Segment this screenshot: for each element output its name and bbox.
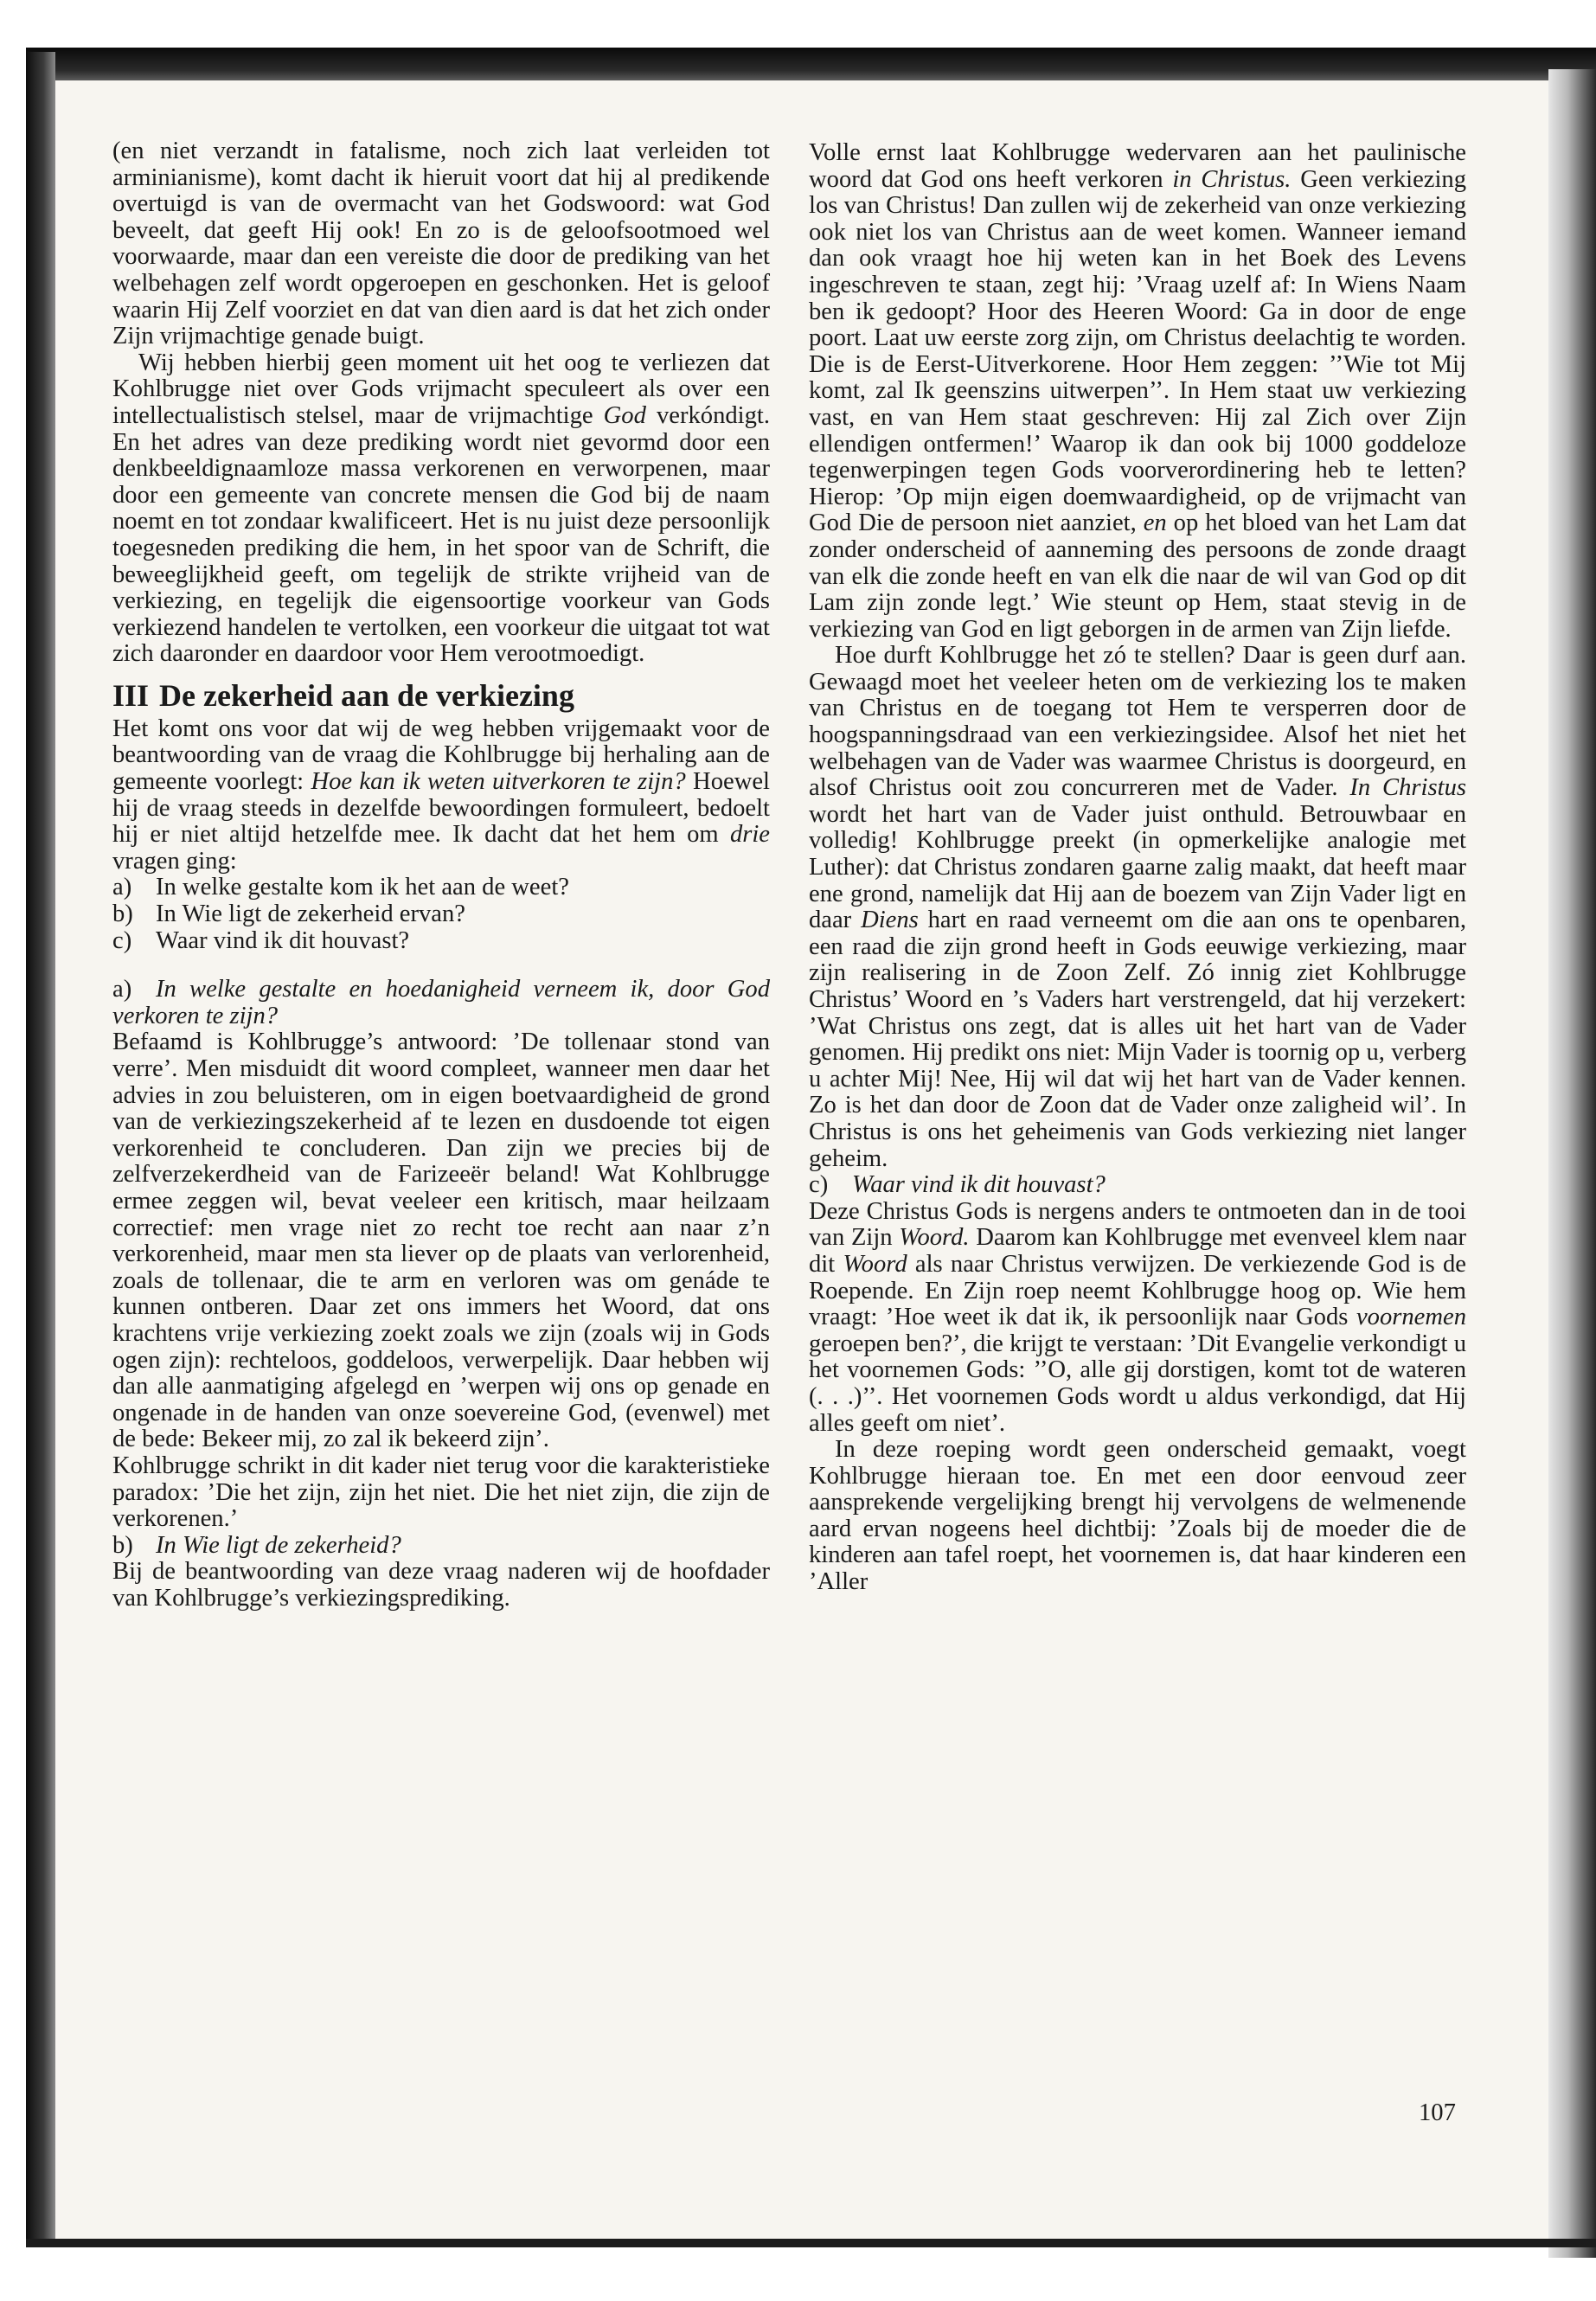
- section-number: III: [112, 677, 150, 713]
- subquestion-heading: b) In Wie ligt de zekerheid?: [112, 1531, 401, 1559]
- left-column: [112, 138, 770, 1612]
- paragraph: Deze Christus Gods is nergens anders te ontmoeten dan in de tooi van Zijn Woord. Daarom kan Kohlbrugge met evenveel klem naar dit Woord als naar Christus verwijzen. De verkiezende God is de Roepende. En Zijn roep neemt Kohlbrugge hoog op. Wie hem vraagt: ’Hoe weet ik dat ik, ik persoonlijk naar Gods voornemen geroepen ben?’, die krijgt te verstaan: ’Dit Evangelie verkondigt u het voornemen Gods: ’’O, alle gij dorstigen, komt tot de wateren (. . .)’’. Het voornemen Gods wordt u aldus verkondigd, dat Hij alles geeft om niet’.: [809, 1197, 1467, 1437]
- paragraph: Hoe durft Kohlbrugge het zó te stellen? Daar is geen durf aan. Gewaagd moet het veeleer heten om de verkiezing los te maken van Christus en de toegang tot Hem te versperren door de hoogspanningsdraad van een verkiezingsidee. Alsof het niet het welbehagen van de Vader was waarmee Christus is doorgeurd, en alsof Christus ooit zou concurreren met de Vader. In Christus wordt het hart van de Vader juist onthuld. Betrouwbaar en volledig! Kohlbrugge preekt (in opmerkelijke analogie met Luther): dat Christus zondaren gaarne zalig maakt, dat heeft maar ene grond, namelijk dat Hij aan de boezem van Zijn Vader ligt en daar Diens hart en raad verneemt om die aan ons te openbaren, een raad die zijn grond heeft in Gods eeuwige verkiezing, maar zijn realisering in de Zoon Zelf. Zó innig ziet Kohlbrugge Christus’ Woord en ’s Vaders hart verstrengeld, dat hij verzekert: ’Wat Christus ons zegt, dat is alles uit het hart van de Vader genomen. Hij predikt ons niet: Mijn Vader is toornig op u, verberg u achter Mij! Nee, Hij wil dat wij het hart van de Vader kennen. Zo is het dan door de Zoon dat de Vader onze zaligheid wil’. In Christus is ons het geheimenis van Gods verkiezing niet langer geheim.: [809, 642, 1466, 1172]
- paragraph: In deze roeping wordt geen onderscheid gemaakt, voegt Kohlbrugge hieraan toe. En met een door eenvoud zeer aansprekende vergelijking brengt hij vervolgens de welmenende aard ervan nogeens heel dichtbij: ’Zoals bij de moeder die de kinderen aan tafel roept, het voornemen is, dat haar kinderen een ’Aller: [809, 1436, 1466, 1596]
- spacer: [112, 954, 770, 977]
- paragraph: (en niet verzandt in fatalisme, noch zich laat verleiden tot arminianisme), komt dacht ik hieruit voort dat hij al predikende overtuigd is van de overmacht van het Godswoord: wat God beveelt, dat geeft Hij ook! En zo is de geloofsootmoed wel voorwaarde, maar dan een vereiste die door de prediking van het welbehagen zelf wordt opgeroepen en geschonken. Het is geloof waarin Hij Zelf voorziet en dat van dien aard is dat het zich onder Zijn vrijmachtige genade buigt.: [112, 138, 770, 350]
- paragraph: Het komt ons voor dat wij de weg hebben vrijgemaakt voor de beantwoording van de vraag die Kohlbrugge bij herhaling aan de gemeente voorlegt: Hoe kan ik weten uitverkoren te zijn? Hoewel hij de vraag steeds in dezelfde bewoordingen formuleert, bedoelt hij er niet altijd hetzelfde mee. Ik dacht dat het hem om drie vragen ging:: [112, 715, 770, 875]
- scan-bottom-edge: [26, 2239, 1596, 2247]
- list-item: c) Waar vind ik dit houvast?: [112, 926, 410, 954]
- scan-top-edge: [26, 48, 1596, 80]
- subquestion-heading: c) Waar vind ik dit houvast?: [809, 1171, 1106, 1199]
- list-item: b) In Wie ligt de zekerheid ervan?: [112, 901, 465, 928]
- scan-right-edge: [1548, 69, 1596, 2258]
- right-column: [809, 140, 1466, 1596]
- paragraph: Wij hebben hierbij geen moment uit het oog te verliezen dat Kohlbrugge niet over Gods vrijmacht speculeert als over een intellectualistisch stelsel, maar de vrijmachtige God verkóndigt. En het adres van deze prediking wordt niet gevormd door een denkbeeldignaamloze massa verkorenen en verworpenen, maar door een gemeente van concrete mensen die God bij de naam noemt en tot zondaar kwalificeert. Het is nu juist deze persoonlijk toegesneden prediking die hem, in het spoor van de Schrift, die beweeglijkheid geeft, om tegelijk de strikte vrijheid van de verkiezing, en tegelijk die eigensoortige voorkeur van Gods verkiezend handelen te vertolken, een voorkeur die uitgaat tot wat zich daaronder en daardoor voor Hem verootmoedigt.: [112, 349, 770, 668]
- list-item: a) In welke gestalte kom ik het aan de weet?: [112, 874, 569, 901]
- subquestion-heading: a) In welke gestalte en hoedanigheid verneem ik, door God verkoren te zijn?: [112, 976, 770, 1029]
- paragraph: Befaamd is Kohlbrugge’s antwoord: ’De tollenaar stond van verre’. Men misduidt dit woord compleet, wanneer men daar het advies in zou beluisteren, om in eigen boetvaardigheid de grond van de verkiezingszekerheid af te lezen en dusdoende tot eigen verkorenheid te concluderen. Dan zijn we precies bij de zelfverzekerdheid van de Farizeeër beland! Wat Kohlbrugge ermee zeggen wil, bevat veeleer een kritisch, maar heilzaam correctief: men vrage niet zo recht toe recht aan naar z’n verkorenheid, maar men sta liever op de plaats van verlorenheid, zoals de tollenaar, die te arm en verloren was om genáde te kunnen ontberen. Daar zet ons immers het Woord, dat ons krachtens vrije verkiezing zoekt zoals we zijn (zoals wij in Gods ogen zijn): rechteloos, goddeloos, verwerpelijk. Daar hebben wij dan alle aanmatiging afgelegd en ’werpen wij ons op genade en ongenade in de handen van onze soevereine God, (evenwel) met de bede: Bekeer mij, zo zal ik bekeerd zijn’.: [112, 1029, 770, 1453]
- paragraph: Volle ernst laat Kohlbrugge wedervaren aan het paulinische woord dat God ons heeft verkoren in Christus. Geen verkiezing los van Christus! Dan zullen wij de zekerheid van onze verkiezing ook niet los van Christus aan de weet komen. Wanneer iemand dan ook vraagt hoe hij weten kan in het Boek des Levens ingeschreven te staan, zegt hij: ’Vraag uzelf af: In Wiens Naam ben ik gedoopt? Hoor des Heeren Woord: Ga in door de enge poort. Laat uw eerste zorg zijn, om Christus deelachtig te worden. Die is de Eerst-Uitverkorene. Hoor Hem zeggen: ’’Wie tot Mij komt, zal Ik geenszins uitwerpen’’. In Hem staat uw verkiezing vast, en van Hem staat geschreven: Hij zal Zich over Zijn ellendigen ontfermen!’ Waarop ik dan ook bij 1000 goddeloze tegenwerpingen tegen Gods voorverordinering heb te letten? Hierop: ’Op mijn eigen doemwaardigheid, op de vrijmacht van God Die de persoon niet aanziet, en op het bloed van het Lam dat zonder onderscheid of aanneming des persoons de zonde draagt van elk die zonde heeft en van elk die naar de wil van God op dit Lam zijn zonde legt.’ Wie steunt op Hem, staat stevig in de verkiezing van God en ligt geborgen in de armen van Zijn liefde.: [809, 139, 1466, 643]
- section-heading: [112, 678, 770, 713]
- paragraph: Kohlbrugge schrikt in dit kader niet terug voor die karakteristieke paradox: ’Die het zijn, zijn het niet. Die het niet zijn, die zijn de verkorenen.’: [112, 1452, 770, 1533]
- scan-left-edge: [26, 52, 55, 2245]
- section-title: De zekerheid aan de verkiezing: [159, 677, 574, 713]
- page-number: 107: [1419, 2099, 1456, 2126]
- paragraph: Bij de beantwoording van deze vraag naderen wij de hoofdader van Kohlbrugge’s verkiezingsprediking.: [112, 1558, 770, 1612]
